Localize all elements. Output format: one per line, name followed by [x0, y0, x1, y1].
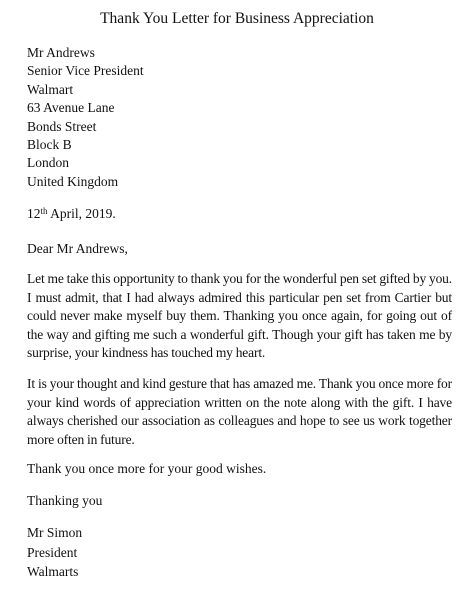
sender-company: Walmarts: [27, 564, 79, 579]
date-day: 12: [27, 206, 41, 221]
recipient-company: Walmart: [27, 81, 74, 97]
date-day-suffix: th: [40, 206, 48, 216]
sign-off: Thanking you: [27, 493, 103, 508]
address-line: Block B: [27, 137, 72, 153]
salutation: Dear Mr Andrews,: [27, 241, 128, 256]
recipient-name: Mr Andrews: [27, 45, 95, 60]
closing-line: Thank you once more for your good wishes.: [27, 461, 267, 476]
address-line: Bonds Street: [27, 118, 97, 134]
recipient-position: Senior Vice President: [27, 63, 144, 79]
address-city: London: [27, 155, 69, 171]
date-month-year: April, 2019.: [47, 206, 116, 221]
recipient-address: [27, 44, 144, 191]
letter-title: Thank You Letter for Business Appreciation: [100, 10, 374, 27]
letter-date: [27, 205, 116, 223]
body-paragraph-2: It is your thought and kind gesture that has amazed me. Thank you once more for your kind words of appreciation written on the note along with the gift. I have always cherished our association as colleagues and hope to see us work together more often in future.: [27, 376, 452, 447]
sender-title: President: [27, 544, 78, 560]
sender-name: Mr Simon: [27, 525, 83, 540]
signature-block: [27, 523, 82, 582]
body-paragraph-1: Let me take this opportunity to thank you for the wonderful pen set gifted by you. I must admit, that I had always admired this particular pen set from Cartier but could never make myself buy them. Thanking you once again, for going out of the way and gifting me such a wonderful gift. Though your gift has taken me by surprise, your kindness has touched my heart.: [27, 271, 452, 361]
address-country: United Kingdom: [27, 173, 119, 189]
address-line: 63 Avenue Lane: [27, 100, 115, 116]
